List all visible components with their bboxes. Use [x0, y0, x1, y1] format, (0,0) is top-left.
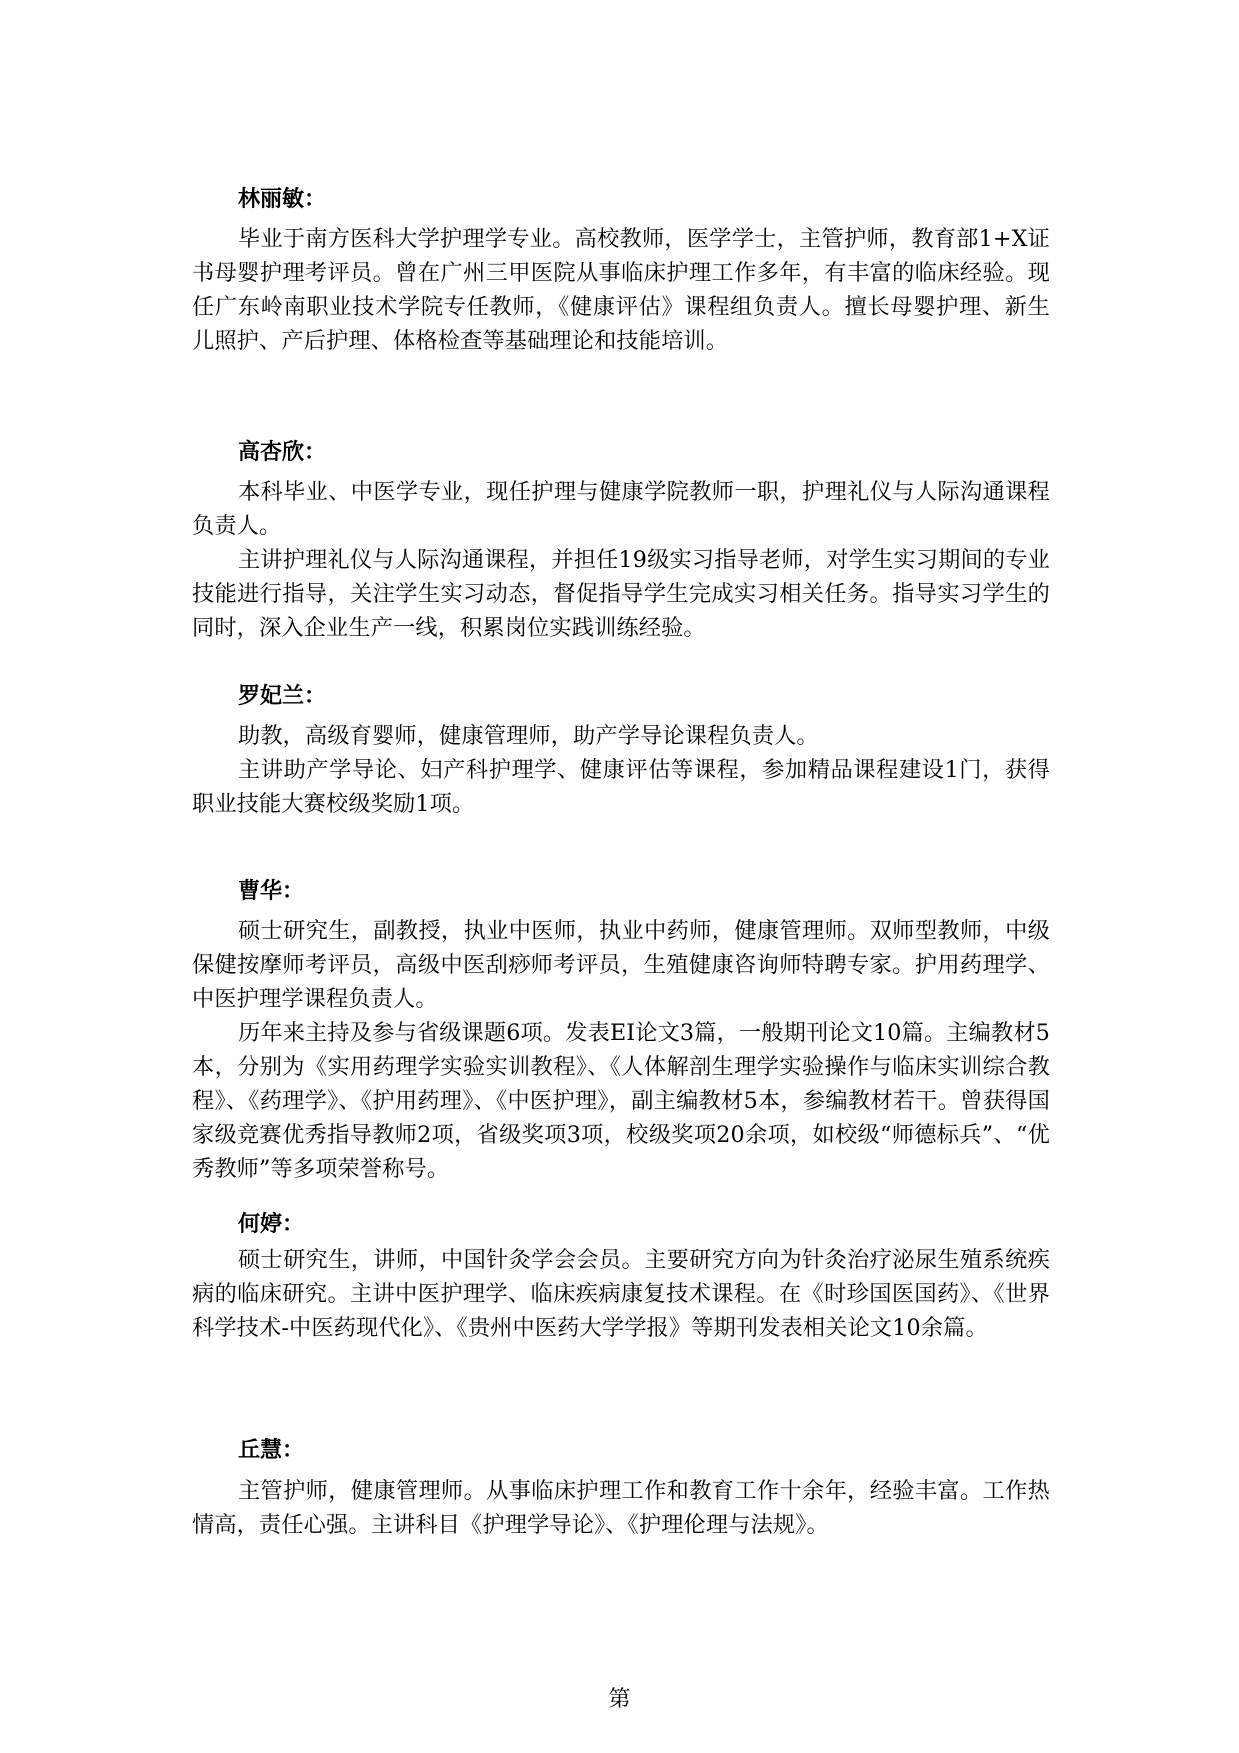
profile-name: 林丽敏：: [238, 187, 327, 212]
profile-name: 高杏欣：: [238, 440, 327, 465]
profile-name: 何婷：: [238, 1212, 305, 1237]
profile-paragraph: 历年来主持及参与省级课题6项。发表EI论文3篇，一般期刊论文10篇。主编教材5本，分别为《实用药理学实验实训教程》、《人体解剖生理学实验操作与临床实训综合教程》、《药理学》、《护用药理》、《中医护理》，副主编教材5本，参编教材若干。曾获得国家级竞赛优秀指导教师2项，省级奖项3项，校级奖项20余项，如校级“师德标兵”、“优秀教师”等多项荣誉称号。: [192, 1020, 1050, 1182]
page-number-label: 第: [608, 1687, 631, 1712]
profile-paragraph: 本科毕业、中医学专业，现任护理与健康学院教师一职，护理礼仪与人际沟通课程负责人。: [192, 479, 1050, 539]
profile-paragraph: 主管护师，健康管理师。从事临床护理工作和教育工作十余年，经验丰富。工作热情高，责任心强。主讲科目《护理学导论》、《护理伦理与法规》。: [192, 1478, 1050, 1538]
profile-name: 丘慧：: [238, 1438, 305, 1463]
profile-paragraph: 毕业于南方医科大学护理学专业。高校教师，医学学士，主管护师，教育部1+X证书母婴护理考评员。曾在广州三甲医院从事临床护理工作多年，有丰富的临床经验。现任广东岭南职业技术学院专任教师，《健康评估》课程组负责人。擅长母婴护理、新生儿照护、产后护理、体格检查等基础理论和技能培训。: [192, 226, 1050, 354]
profile-paragraph: 硕士研究生，讲师，中国针灸学会会员。主要研究方向为针灸治疗泌尿生殖系统疾病的临床研究。主讲中医护理学、临床疾病康复技术课程。在《时珍国医国药》、《世界科学技术-中医药现代化》、《贵州中医药大学学报》等期刊发表相关论文10余篇。: [192, 1247, 1050, 1341]
profile-paragraph: 主讲护理礼仪与人际沟通课程，并担任19级实习指导老师，对学生实习期间的专业技能进行指导，关注学生实习动态，督促指导学生完成实习相关任务。指导实习学生的同时，深入企业生产一线，积累岗位实践训练经验。: [192, 547, 1050, 641]
profile-paragraph: 助教，高级育婴师，健康管理师，助产学导论课程负责人。: [238, 723, 819, 749]
profile-name: 罗妃兰：: [238, 684, 327, 709]
profile-paragraph: 硕士研究生，副教授，执业中医师，执业中药师，健康管理师。双师型教师，中级保健按摩师考评员，高级中医刮痧师考评员，生殖健康咨询师特聘专家。护用药理学、中医护理学课程负责人。: [192, 918, 1050, 1012]
profile-name: 曹华：: [238, 879, 305, 904]
profile-paragraph: 主讲助产学导论、妇产科护理学、健康评估等课程，参加精品课程建设1门，获得职业技能大赛校级奖励1项。: [192, 757, 1050, 817]
